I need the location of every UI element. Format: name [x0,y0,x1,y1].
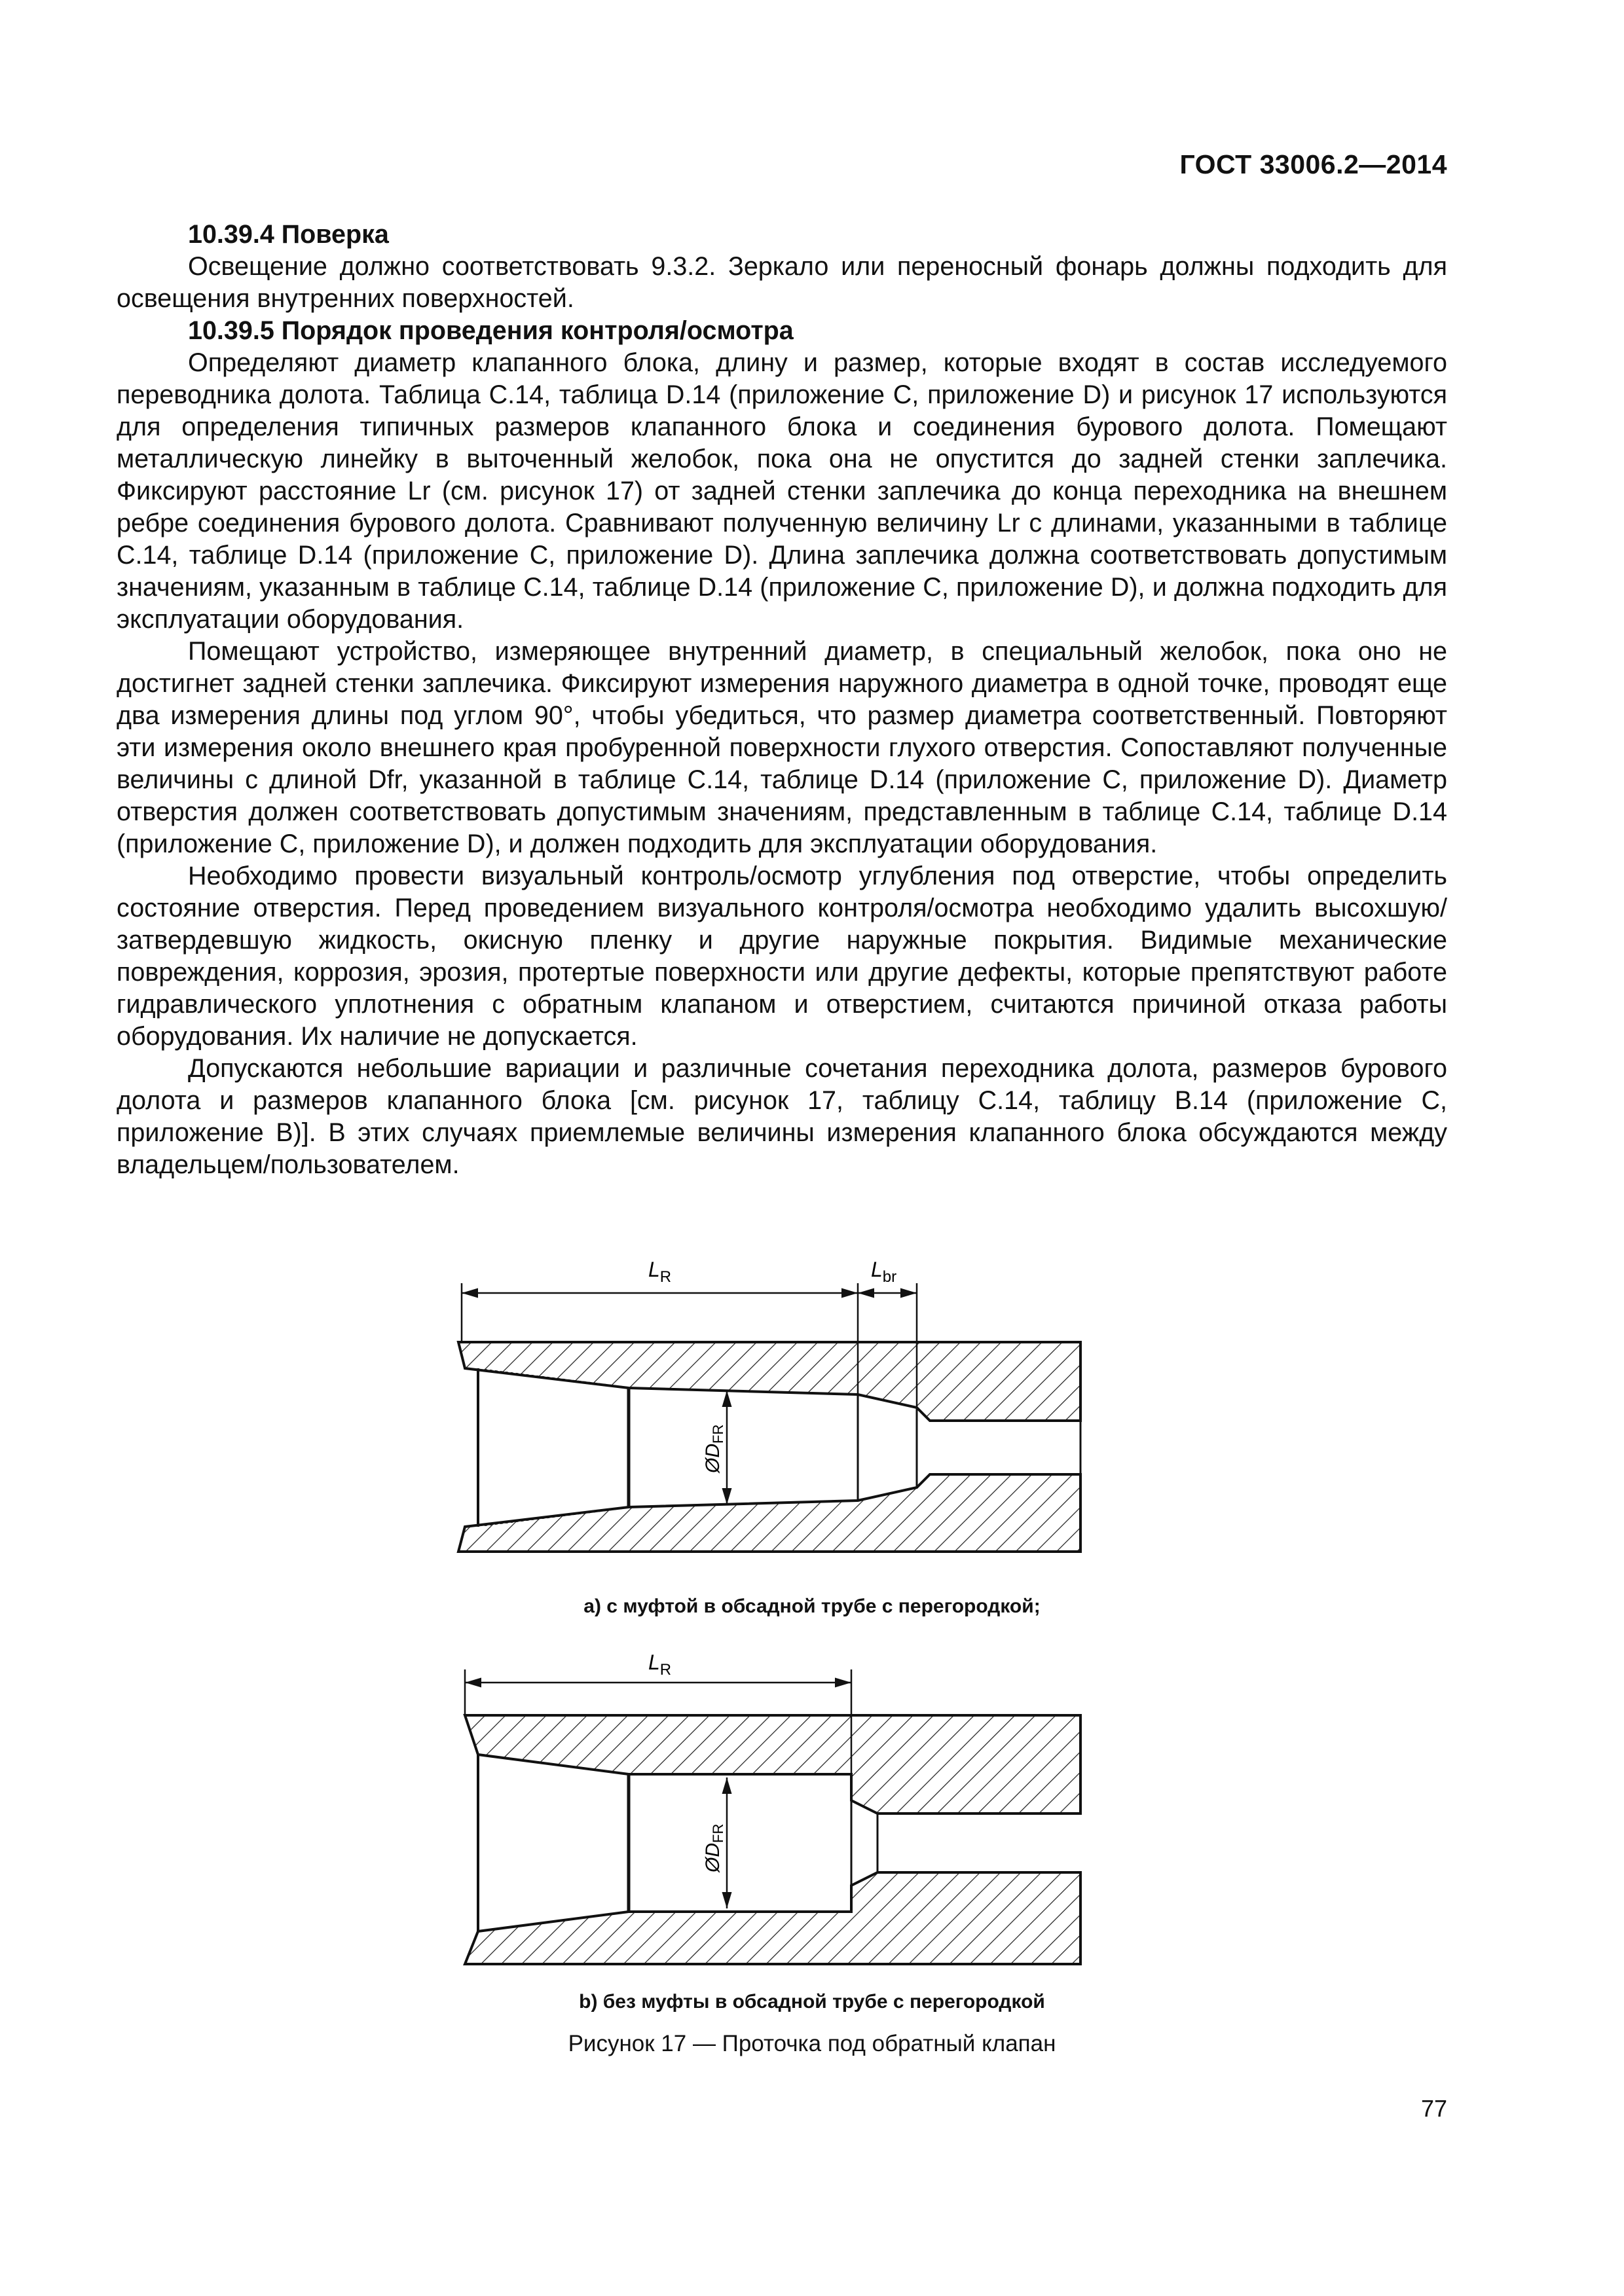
figure-a-lr-label: $L_R$ [648,1258,672,1286]
section-title-10-39-5: 10.39.5 Порядок проведения контроля/осмотра [188,316,794,345]
document-id-header: ГОСТ 33006.2—2014 [1179,149,1447,179]
section-title-10-39-4: 10.39.4 Поверка [188,220,389,249]
paragraph-valve-block: Определяют диаметр клапанного блока, длину и размер, которые входят в состав исследуемого переводника долота. Таблица С.14, таблица D.14 (приложение С, приложение D) и рисунок 17 используются для определения типичных размеров клапанного блока и соединения бурового долота. Помещают металлическую линейку в выточенный желобок, пока она не опустится до задней стенки заплечика. Фиксируют расстояние Lr (см. рисунок 17) от задней стенки заплечика до конца переходника на внешнем ребре соединения бурового долота. Сравнивают полученную величину Lr с длинами, указанными в таблице С.14, таблице D.14 (приложение С, приложение D). Длина заплечика должна соответствовать допустимым значениям, указанным в таблице С.14, таблице D.14 (приложение С, приложение D), и должна подходить для эксплуатации оборудования. [117,348,1447,634]
figure-a-section-view [458,1283,1080,1552]
paragraph-variations: Допускаются небольшие вариации и различные сочетания переходника долота, размеров бурового долота и размеров клапанного блока [см. рисунок 17, таблицу С.14, таблицу В.14 (приложение С, приложение В)]. В этих случаях приемлемые величины измерения клапанного блока обсуждаются между владельцем/пользователем. [117,1054,1447,1179]
figure-b-diameter-label: $ØD_{FR}$ [702,1823,726,1872]
page-number: 77 [1420,2095,1447,2122]
figure-a-diameter-label: $ØD_{FR}$ [702,1424,726,1473]
figure-a-lbr-label: $L_{br}$ [871,1258,897,1286]
paragraph-measurement: Помещают устройство, измеряющее внутренний диаметр, в специальный желобок, пока оно не достигнет задней стенки заплечика. Фиксируют измерения наружного диаметра в одной точке, проводят еще два измерения длины под углом 90°, чтобы убедиться, что размер диаметра соответственный. Повторяют эти измерения около внешнего края пробуренной поверхности глухого отверстия. Сопоставляют полученные величины с длиной Dfr, указанной в таблице С.14, таблице D.14 (приложение С, приложение D). Диаметр отверстия должен соответствовать допустимым значениям, представленным в таблице С.14, таблице D.14 (приложение С, приложение D), и должен подходить для эксплуатации оборудования. [117,637,1447,858]
figure-b-lr-label: $L_R$ [648,1650,672,1679]
paragraph-lighting: Освещение должно соответствовать 9.3.2. Зеркало или переносный фонарь должны подходить для освещения внутренних поверхностей. [117,252,1447,313]
figure-b-caption: b) без муфты в обсадной трубе с перегородкой [579,1991,1045,2013]
figure-title: Рисунок 17 — Проточка под обратный клапан [568,2031,1056,2056]
figure-a-caption: а) с муфтой в обсадной трубе с перегородкой; [583,1595,1041,1617]
figure-b-section-view [465,1669,1080,1964]
paragraph-visual-inspection: Необходимо провести визуальный контроль/осмотр углубления под отверстие, чтобы определить состояние отверстия. Перед проведением визуального контроля/осмотра необходимо удалить высохшую/затвердевшую жидкость, окисную пленку и другие наружные покрытия. Видимые механические повреждения, коррозия, эрозия, протертые поверхности или другие дефекты, которые препятствуют работе гидравлического уплотнения с обратным клапаном и отверстием, считаются причиной отказа работы оборудования. Их наличие не допускается. [117,862,1447,1051]
